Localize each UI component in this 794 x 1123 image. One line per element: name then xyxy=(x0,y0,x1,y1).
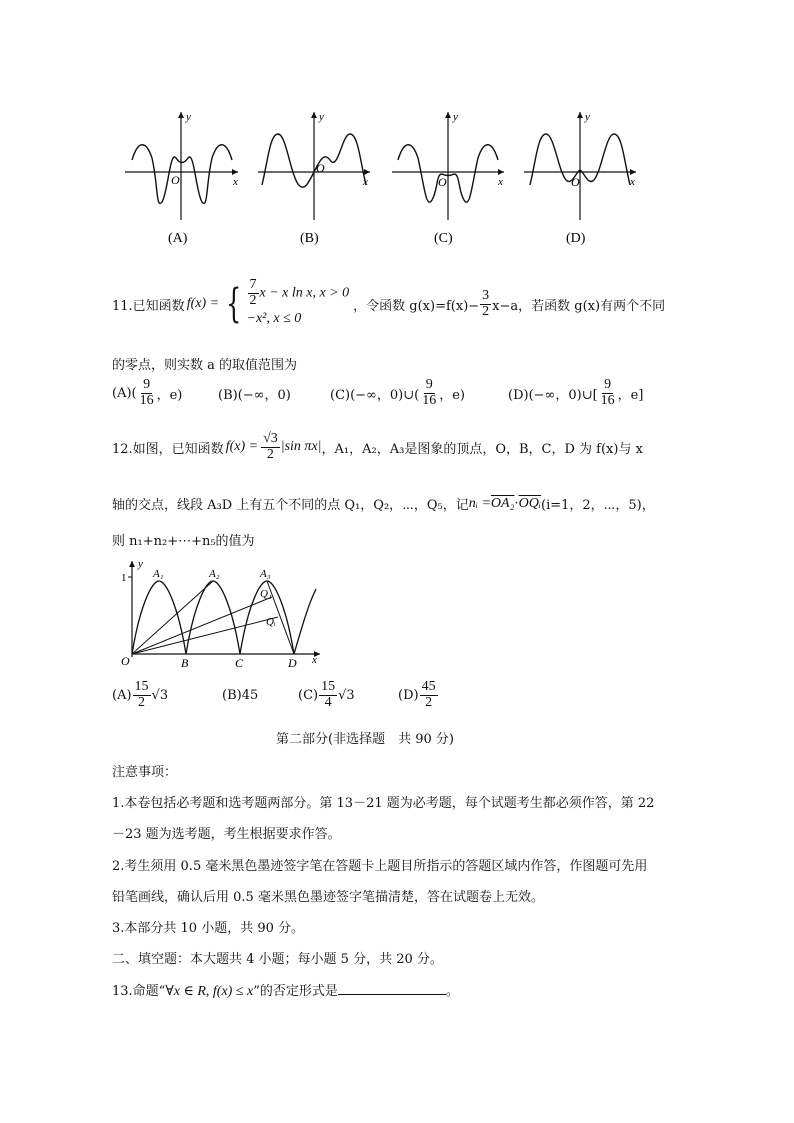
q13: 13.命题“ ∀x ∈ R, f(x) ≤ x ”的否定形式是 。 xyxy=(112,984,459,999)
q12-vec-oqi: $\overline{OQᵢ}$ xyxy=(518,495,542,511)
graph-d-origin: O xyxy=(571,175,580,189)
q12-stem xyxy=(112,432,643,462)
q12-fig-x: x xyxy=(312,654,317,666)
q12-fig-d: D xyxy=(288,656,297,670)
q12-fig-a1: A₁ xyxy=(153,568,164,580)
note-line-5: 3.本部分共 10 小题，共 90 分。 xyxy=(112,921,305,936)
q11-case1-num: 7 xyxy=(249,277,257,292)
q12-fig-b: B xyxy=(181,656,189,670)
graph-b-label: (B) xyxy=(300,231,319,246)
q12-vec-oa2: OA₂ xyxy=(490,495,515,511)
q12-line3: 则 n₁+n₂+⋯+n₅的值为 xyxy=(112,534,255,549)
q11-case1-den: 2 xyxy=(249,292,257,308)
q12-option-b: (B)45 xyxy=(222,687,259,703)
graph-c-origin: O xyxy=(438,175,447,189)
q12-fig-a3: A₃ xyxy=(260,568,271,580)
graph-d-x: x xyxy=(630,176,635,188)
q11-option-c: (C)(−∞，0)∪( $\frac{9}{16}$ ，e) xyxy=(330,377,465,408)
q12-prefix: 12.如图，已知函数 xyxy=(112,441,224,457)
graph-a-label: (A) xyxy=(168,231,188,246)
q12-rest: ，A₁，A₂，A₃是图象的顶点，O，B，C，D 为 f(x)与 x xyxy=(321,441,643,457)
q12-figure xyxy=(110,555,330,670)
graph-c xyxy=(392,111,504,246)
graph-b xyxy=(258,111,370,246)
q11-option-b: (B)(−∞，0) xyxy=(218,387,291,403)
option-graphs xyxy=(0,100,794,250)
part2-title: 第二部分(非选择题 共 90 分) xyxy=(276,732,454,747)
q13-math: ∀x ∈ R, f(x) ≤ x xyxy=(165,984,254,999)
q11-line2: 的零点，则实数 a 的取值范围为 xyxy=(112,358,298,373)
q12-fig-qi: Qᵢ xyxy=(266,616,276,628)
q11-suffix: x−a，若函数 g(x)有两个不同 xyxy=(492,298,666,314)
graph-a-x: x xyxy=(233,176,238,188)
graph-c-x: x xyxy=(498,176,503,188)
graph-a-y: y xyxy=(186,111,191,123)
notes-title: 注意事项： xyxy=(112,765,178,780)
graph-a xyxy=(125,111,238,246)
q11-option-a: (A)( $\frac{9}{16}$ ，e) xyxy=(112,377,183,408)
note-line-3: 2.考生须用 0.5 毫米黑色墨迹签字笔在答题卡上题目所指示的答题区域内作答，作图题可先用 xyxy=(112,859,648,874)
q11-cases xyxy=(247,278,350,331)
graph-b-y: y xyxy=(319,111,324,123)
graph-d-label: (D) xyxy=(566,231,586,246)
note-line-4: 铅笔画线，确认后用 0.5 毫米黑色墨迹签字笔描清楚，答在试题卷上无效。 xyxy=(112,890,544,905)
graph-d xyxy=(524,111,636,246)
q12-line2: 轴的交点，线段 A₃D 上有五个不同的点 Q₁，Q₂，⋯，Q₅，记 nᵢ = OA₂ · $\overline{OQᵢ}$ (i=1，2，⋯，5)， xyxy=(112,495,655,513)
q12-options xyxy=(112,680,439,710)
q11-option-d: (D)(−∞，0)∪[ $\frac{9}{16}$ ，e] xyxy=(508,377,644,408)
q11-case2: −x², x ≤ 0 xyxy=(246,311,302,327)
q11-case1: $\frac{7}{2}$ x − x ln x, x > 0 xyxy=(249,277,350,308)
q11-brace: { xyxy=(226,281,242,328)
graph-c-y: y xyxy=(453,111,458,123)
q11-prefix: 11.已知函数 xyxy=(112,298,185,314)
q12-option-d: (D) $\frac{45}{2}$ xyxy=(398,679,436,710)
q12-fig-y: y xyxy=(138,558,143,570)
q12-fig-q1: Q₁ xyxy=(260,588,272,600)
q11-stem xyxy=(112,278,665,331)
graph-b-origin: O xyxy=(316,161,325,175)
q12-fig-ytick: 1 xyxy=(121,572,127,584)
q12-fig-c: C xyxy=(235,656,244,670)
note-line-2: －23 题为选考题，考生根据要求作答。 xyxy=(112,827,341,842)
q12-fx: f(x) = xyxy=(225,439,259,455)
section-2-heading: 二、填空题：本大题共 4 小题；每小题 5 分，共 20 分。 xyxy=(112,952,443,967)
q12-fig-o: O xyxy=(121,654,130,668)
graph-b-x: x xyxy=(363,176,368,188)
q12-coef: $\frac{√3}{2}$ xyxy=(263,431,278,462)
graph-a-origin: O xyxy=(171,173,180,187)
q11-fx: f(x) = xyxy=(186,296,220,312)
graph-d-y: y xyxy=(585,111,590,123)
graph-c-label: (C) xyxy=(434,231,453,246)
q13-answer-blank[interactable] xyxy=(338,982,446,995)
q11-options xyxy=(112,378,643,408)
q12-fig-a2: A₂ xyxy=(209,568,220,580)
q12-option-c: (C) $\frac{15}{4}$ √3 xyxy=(298,679,355,710)
q12-abs: |sin πx| xyxy=(280,439,322,455)
note-line-1: 1.本卷包括必考题和选考题两部分。第 13－21 题为必考题，每个试题考生都必须作答，第 22 xyxy=(112,796,655,811)
q12-option-a: (A) $\frac{15}{2}$ √3 xyxy=(112,679,169,710)
q11-frac: $\frac{3}{2}$ xyxy=(482,288,490,319)
q11-mid: ，令函数 g(x)=f(x)− xyxy=(353,298,480,314)
